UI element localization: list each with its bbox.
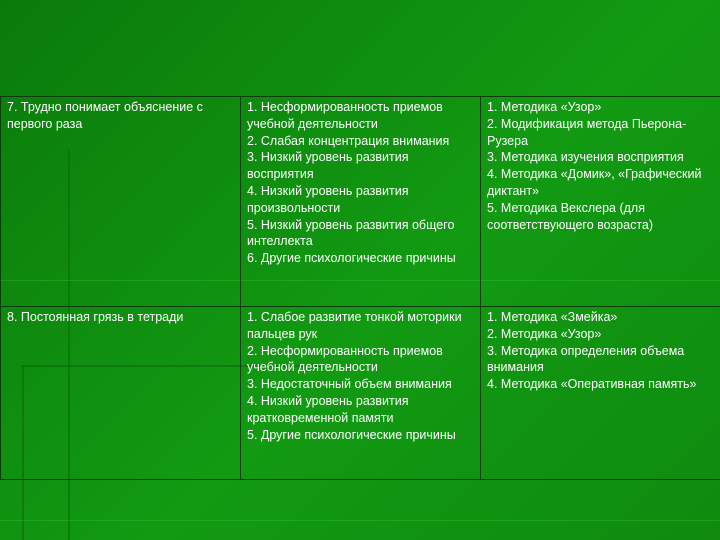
causes-cell: 1. Несформированность приемов учебной деятельности 2. Слабая концентрация внимания 3. Низкий уровень развития восприятия 4. Низкий уровень развития произвольности 5. Низкий уровень развития общего интеллекта 6. Другие психологические причины	[241, 97, 481, 307]
causes-cell: 1. Слабое развитие тонкой моторики пальцев рук 2. Несформированность приемов учебной деятельности 3. Недостаточный объем внимания 4. Низкий уровень развития кратковременной памяти 5. Другие психологические причины	[241, 307, 481, 480]
table-row	[1, 97, 720, 307]
background-line	[0, 520, 720, 521]
methods-cell: 1. Методика «Змейка» 2. Методика «Узор» 3. Методика определения объема внимания 4. Методика «Оперативная память»	[481, 307, 720, 480]
methods-cell: 1. Методика «Узор» 2. Модификация метода Пьерона-Рузера 3. Методика изучения восприятия 4. Методика «Домик», «Графический диктант» 5. Методика Векслера (для соответствующего возраста)	[481, 97, 720, 307]
table-row	[1, 307, 720, 480]
problem-cell: 8. Постоянная грязь в тетради	[1, 307, 241, 480]
problems-table	[0, 96, 720, 480]
problem-cell: 7. Трудно понимает объяснение с первого раза	[1, 97, 241, 307]
